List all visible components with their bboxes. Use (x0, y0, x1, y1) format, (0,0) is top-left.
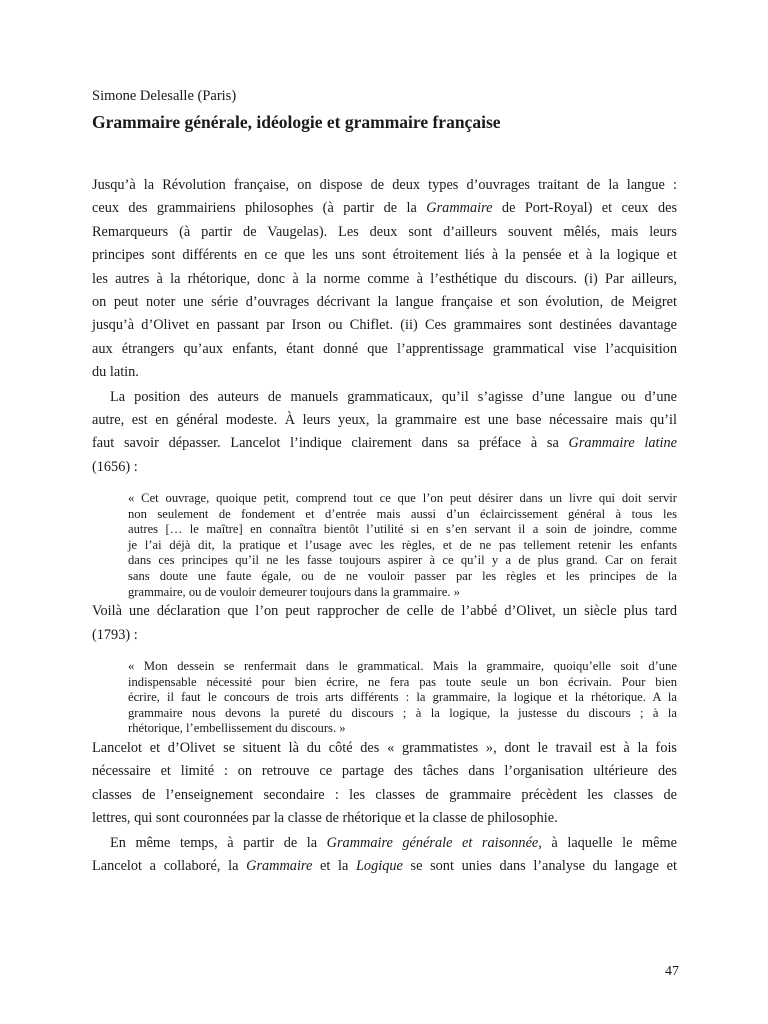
block-quote-2 (92, 659, 677, 737)
italic-title: Grammaire latine (568, 435, 677, 452)
text-line: (1656) : (92, 458, 138, 475)
italic-title: Grammaire générale et raisonnée (326, 834, 539, 851)
text-line: (1793) : (92, 626, 138, 643)
paragraph-2 (92, 386, 677, 480)
italic-title: Logique (355, 857, 403, 874)
quote-line: rhétorique, l’embellissement du discours. » (128, 721, 346, 736)
quote-line: grammaire nous devons la pureté du discours ; à la logique, la justesse du discours ; à la (128, 705, 677, 720)
page-number: 47 (665, 964, 679, 979)
quote-line: écrire, il faut le concours de trois arts différents : la grammaire, la logique et la rhétorique. A la (128, 690, 677, 705)
text-line: principes sont différents en ce que les uns sont étroitement liés à la pensée et à la logique et (92, 247, 677, 264)
article-body (92, 174, 677, 878)
text-line: Lancelot et d’Olivet se situent là du côté des « grammatistes », dont le travail est à la fois (92, 739, 677, 756)
text-line: les autres à la rhétorique, donc à la norme comme à l’esthétique du discours. (i) Par ailleurs, (92, 270, 677, 287)
quote-line: non seulement de fondement et d’entrée mais aussi d’un éclaircissement général à tous les (128, 506, 677, 521)
quote-line: « Mon dessein se renfermait dans le grammatical. Mais la grammaire, quoiqu’elle soit d’une (128, 659, 677, 674)
paragraph-3 (92, 600, 677, 647)
text-line: classes de l’enseignement secondaire : les classes de grammaire précèdent les classes de (92, 786, 677, 803)
text-line: Jusqu’à la Révolution française, on dispose de deux types d’ouvrages traitant de la langue : (92, 177, 677, 193)
paragraph-1 (92, 174, 677, 385)
quote-line: sans doute une faute égale, ou de ne vouloir passer par les règles et les principes de la (128, 569, 677, 584)
text-line: du latin. (92, 364, 139, 381)
text-line: Lancelot a collaboré, la Grammaire et la Logique se sont unies dans l’analyse du langage et (92, 857, 678, 874)
article-title: Grammaire générale, idéologie et grammaire française (92, 112, 501, 132)
paragraph-5 (92, 832, 677, 879)
quote-line: je l’ai déjà dit, la pratique et l’usage avec les règles, et de ne pas tellement retenir les enfants (128, 537, 677, 552)
text-line: En même temps, à partir de la Grammaire générale et raisonnée, à laquelle le même (110, 834, 677, 851)
quote-line: grammaire, ou de vouloir demeurer toujours dans la grammaire. » (128, 584, 460, 599)
text-line: La position des auteurs de manuels grammaticaux, qu’il s’agisse d’une langue ou d’une (110, 388, 677, 405)
text-line: ceux des grammairiens philosophes (à partir de la Grammaire de Port-Royal) et ceux des (92, 200, 678, 217)
italic-title: Grammaire (426, 200, 493, 217)
text-line: on peut noter une série d’ouvrages décrivant la langue française et son évolution, de Meigret (92, 293, 677, 310)
block-quote-1 (92, 491, 677, 600)
italic-title: Grammaire (246, 857, 313, 874)
text-line: Remarqueurs (à partir de Vaugelas). Les deux sont d’ailleurs souvent mêlés, mais leurs (92, 223, 677, 240)
text-line: Voilà une déclaration que l’on peut rapprocher de celle de l’abbé d’Olivet, un siècle plus tard (92, 603, 677, 620)
text-line: jusqu’à d’Olivet en passant par Irson ou Chiflet. (ii) Ces grammaires sont destinées davantage (92, 317, 677, 334)
author-line: Simone Delesalle (Paris) (92, 88, 237, 104)
text-line: autre, est en général modeste. À leurs yeux, la grammaire est une base nécessaire mais qu’il (92, 411, 677, 428)
quote-line: dans ces principes qu’il ne les fasse toujours aspirer à ce qu’il y a de plus grand. Car on ferait (128, 553, 677, 568)
quote-line: « Cet ouvrage, quoique petit, comprend tout ce que l’on peut désirer dans un livre qui doit servir (128, 491, 677, 506)
text-line: nécessaire et limité : on retrouve ce partage des tâches dans l’organisation ultérieure des (92, 763, 677, 780)
text-line: aux étrangers qu’aux enfants, étant donné que l’apprentissage grammatical vise l’acquisition (92, 340, 677, 357)
text-line: faut savoir dépasser. Lancelot l’indique clairement dans sa préface à sa Grammaire latine (92, 435, 677, 452)
text-line: lettres, qui sont couronnées par la classe de rhétorique et la classe de philosophie. (92, 810, 558, 827)
paragraph-4 (92, 737, 677, 831)
quote-line: indispensable nécessité pour bien écrire, ne fera pas toute seule un bon écrivain. Pour bien (128, 674, 677, 689)
quote-line: autres [… le maître] en connaîtra bientôt l’utilité si en s’en servant il a soin de joindre, comme (128, 522, 677, 537)
